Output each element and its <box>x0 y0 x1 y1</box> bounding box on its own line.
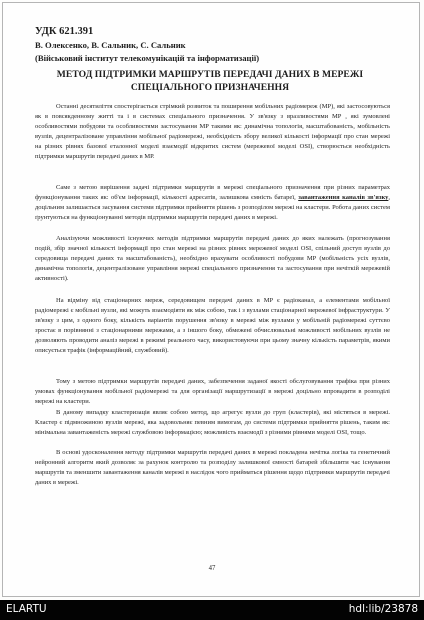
affiliation: (Військовий інститут телекомунікацій та інформатизації) <box>35 53 260 63</box>
footer-bar <box>0 600 424 620</box>
udk-code: УДК 621.391 <box>35 26 94 37</box>
authors: В. Олексенко, В. Сальник, С. Сальник <box>35 40 186 50</box>
highlighted-phrase: завантаження каналів зв'язку <box>298 194 389 202</box>
page-number: 47 <box>208 565 216 572</box>
paragraph-1: Останні десятиліття спостерігається стрімкий розвиток та поширення мобільних радіомереж (МР), які застосовуються як в повсякденному житті та і в системах спеціального призначення. У зв'язку з вразливостями МР , які зумовлені особливостями побудови та особливостями застосування МР такими як: динамічна топологія, масштабованість, мобільність вузлів, децентралізоване управління мобільної радіомережі, необхідність збору великої кількості інформації про стан мережі на різних рівнях базової еталонної моделі взаємодії відкритих систем (мережевої моделі OSI), створюється необхідність підтримки маршрутів передачі даних в МР. <box>35 103 390 161</box>
paragraph-2 <box>35 183 390 223</box>
handle-identifier: hdl:lib/23878 <box>348 603 418 615</box>
paragraph-4: На відміну від стаціонарних мереж, середовищем передачі даних в МР є радіоканал, а елементами мобільної радіомережі є мобільні вузли, які можуть взаємодіяти як між собою, так і з вузлами стаціонарної мережевої інфраструктури. У зв'язку з цим, з одного боку, кількість варіантів порушення зв'язку в мережі між вузлами у мобільній радіомережі суттєво зростає в порівнянні з стаціонарними мережами, а з іншого боку, обмежені обчислювальні можливості мобільних вузлів не дозволяють проводити аналіз мережі в режимі реального часу, використовуючи при цьому значну кількість параметрів, якими описується трафік (інформаційний, службовий). <box>35 297 390 355</box>
paragraph-2-text-b: , доцільним залишається засування системи підтримки прийняття рішень з розподілом мережі на кластери. Робота даних систем ґрунтуються на функціонуванні методів підтримки маршрутів передачі даних в мережі. <box>35 194 391 222</box>
paragraph-5: Тому з метою підтримки маршрутів передачі даних, забезпечення заданої якості обслуговування трафіка при різних умовах функціонування мобільної радіомережі та для організації маршрутизації в мережі доцільно впровадити в розподілі мережі на кластери. <box>35 378 390 406</box>
paragraph-3: Аналізуючи можливості існуючих методів підтримки маршрутів передачі даних до яких належать (прогнозування подій, збір значної кількості інформації про стан мережі на різних рівнях мережевої моделі OSI, спільний доступ вузлів до середовища передачі даних та масштабованість), необхідно врахувати особливості побудови МР (мобільність усіх вузлів, динамічна топологія, децентралізоване управління мережі спеціального призначення та застосування при нечіткій мережевій активності). <box>35 235 390 283</box>
paragraph-2-text-a: Саме з метою вирішення задачі підтримки маршрутів в мережі спеціального призначення при різних параметрах функціонування таких як: об'єм інформації, кількості адресатів, залишкова ємність батареї, <box>35 184 390 202</box>
paragraph-6: В даному випадку кластеризація являє собою метод, що агрегує вузли до груп (кластерів), які містяться в мережі. Кластер є підмножиною вузлів мережі, яка задовольняє певним вимогам, до системи підтримки прийняття рішень, таким як: мінімальна завантаженість мережі службовою інформацією; можливість взаємодії з різними рівнями моделі OSI, тощо. <box>35 409 390 437</box>
article-title-line-2: СПЕЦІАЛЬНОГО ПРИЗНАЧЕННЯ <box>130 82 290 93</box>
repository-label: ELARTU <box>6 603 47 615</box>
article-title-line-1: МЕТОД ПІДТРИМКИ МАРШРУТІВ ПЕРЕДАЧІ ДАНИХ В МЕРЕЖІ <box>56 69 364 80</box>
paragraph-7: В основі удосконалення методу підтримки маршрутів передачі даних в мережі покладена нечітка логіка та генетичний нейронний алгоритм який дозволяє за рахунок контролю та розподілу залишкової ємності батарей збільшити час існування маршрутів та зменшити завантаження каналів мережі в наслідок чого прийматься рішення щодо підтримки маршрутів передачі даних в мережі. <box>35 449 390 487</box>
